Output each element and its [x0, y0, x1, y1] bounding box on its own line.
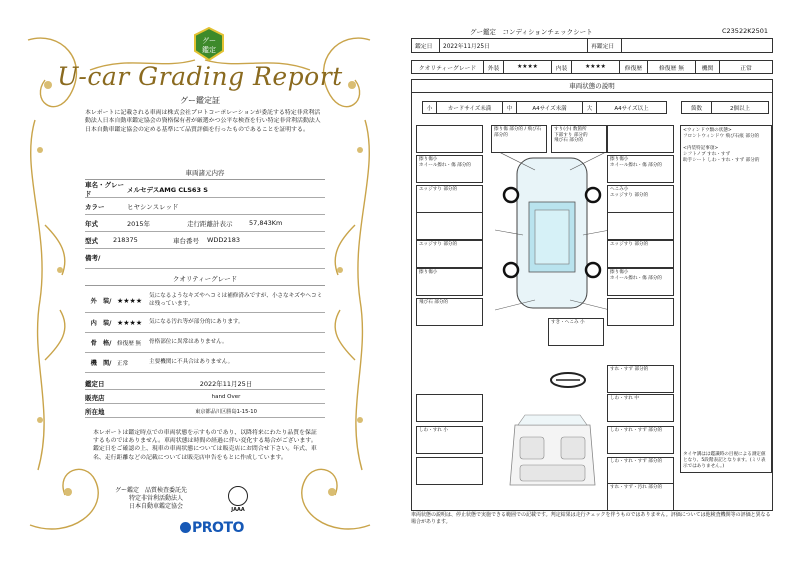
quality-value: ★★★★ [572, 61, 620, 73]
report-subtitle: グー鑑定証 [180, 96, 220, 105]
explain-heading: 車両状態の説明 [411, 79, 773, 93]
damage-box: へこみ小 エッジすり 部分的 [607, 185, 674, 213]
field-value: 2015年 [127, 219, 151, 228]
field-value: 東京都品川区勝島1-15-10 [195, 408, 257, 415]
field-color [85, 198, 325, 215]
grade-label: 骨 格/ [90, 340, 112, 347]
field-label: 車名・グレード [85, 181, 124, 198]
grade-description: 気になるようなキズやヘコミは補修済みですが、小さなキズやヘコミは残っています。 [149, 293, 323, 307]
sheet-title: グー鑑定 コンディションチェックシート [470, 28, 593, 36]
damage-box: しわ・すれ・すず 部分的 [607, 426, 674, 454]
damage-box [607, 298, 674, 326]
field-dealer [85, 391, 325, 404]
field-value: 57,843Km [249, 219, 283, 227]
grade-section-heading: クオリティーグレード [85, 274, 325, 286]
organization-block [115, 487, 225, 511]
quality-value: 修復歴 無 [648, 61, 696, 73]
grade-value: ★★★★ [117, 296, 143, 305]
damage-box: すり(小) 数箇所 下部すり 部分的 飛び石 部分的 [551, 125, 607, 153]
damage-box [607, 212, 674, 240]
badge-text-1: グー [202, 37, 216, 45]
damage-box [416, 212, 483, 240]
damage-box: 飛び石 部分的 [416, 298, 483, 326]
field-value: 218375 [113, 236, 138, 244]
field-label: 所在地 [85, 407, 105, 416]
quality-label: 外装 [484, 61, 504, 73]
quality-label: 内装 [552, 61, 572, 73]
wheel-icon [504, 263, 518, 277]
damage-box [416, 394, 483, 422]
badge-text-2: 鑑定 [202, 46, 216, 54]
grade-value: ★★★★ [117, 318, 143, 327]
quality-label: 修復歴 [620, 61, 648, 73]
field-label: 走行距離計表示 [187, 219, 233, 228]
damage-box: すれ・すず・汚れ 部分的 [607, 483, 674, 511]
tire-note-text: タイヤ溝はは鑑識時の目視による測定値となり、5段階表記となります。(ミリ表示ではありません。) [683, 452, 766, 469]
header-value [622, 39, 772, 52]
grade-label: 外 装/ [90, 298, 112, 305]
damage-box: 擦り傷小 [416, 268, 483, 296]
proto-logo [180, 520, 244, 536]
quality-grade-row [411, 60, 773, 74]
field-remarks [85, 249, 325, 269]
interior-diagram [505, 405, 600, 490]
damage-box: すれ・すず 部分的 [607, 365, 674, 393]
car-top-diagram [495, 150, 610, 315]
goo-appraisal-badge-icon [192, 27, 226, 61]
field-value: 2022年11月25日 [199, 379, 253, 388]
damage-box [416, 125, 483, 153]
grade-exterior [85, 289, 325, 313]
damage-box: 擦り傷小 ホイール擦れ・傷 部分的 [607, 268, 674, 296]
damage-box: 擦り傷小 ホイール擦れ・傷 部分的 [416, 155, 483, 183]
quality-label: クオリティーグレード [412, 61, 484, 73]
header-label: 鑑定日 [412, 39, 440, 52]
damage-box [416, 457, 483, 485]
org-line: グー鑑定 品質検査委託先 [115, 487, 188, 494]
size-legend [422, 101, 667, 114]
damage-box: 擦り傷 部分的 / 飛び石 部分的 [491, 125, 547, 153]
jaaa-logo-icon [228, 486, 248, 506]
sheet-header-table [411, 38, 773, 53]
field-value: ヒヤシンスレッド [127, 202, 179, 211]
size-label: 小 [423, 102, 437, 113]
field-label: 鑑定日 [85, 379, 105, 388]
damage-box [607, 125, 674, 153]
damage-box: エッジすり 部分的 [607, 240, 674, 268]
special-notes-panel [680, 125, 772, 473]
field-label: 型式 [85, 236, 98, 245]
field-value: hand Over [211, 394, 241, 400]
field-value: メルセデスAMG CLS63 S [127, 185, 208, 194]
damage-box: しわ・すれ 中 [607, 394, 674, 422]
grade-label: 機 関/ [90, 360, 112, 367]
count-legend [681, 101, 769, 114]
wheel-icon [586, 263, 600, 277]
quality-value: ★★★★ [504, 61, 552, 73]
field-value: WDD2183 [207, 236, 240, 244]
header-label: 再鑑定日 [588, 39, 622, 52]
jaaa-label: JAAA [231, 507, 245, 513]
damage-box: 擦り傷小 ホイール擦れ・傷 部分的 [607, 155, 674, 183]
grade-engine [85, 353, 325, 373]
quality-value: 正常 [740, 65, 752, 72]
field-model [85, 181, 325, 198]
damage-box: しわ・すれ・すず 部分的 [607, 457, 674, 485]
field-label: 備考/ [85, 254, 101, 262]
size-label: 中 [503, 102, 517, 113]
damage-box: すき・へこみ 小 [548, 318, 604, 346]
certificate-intro: 本レポートに記載される車両は株式会社プロトコーポレーションが委託する特定非営利活動法人日本自動車鑑定協会の資格保有者が厳選かつ公平な検査を行い特定非営利活動法人日本自動車鑑定協会の定める基準にて品質評価を行ったものであることを証明する。 [85, 110, 321, 133]
grade-description: 主要機関に不具合はありません。 [149, 358, 234, 365]
damage-box: しわ・すれ 小 [416, 426, 483, 454]
field-address [85, 405, 325, 418]
grade-description: 気になる汚れ等が部分的にあります。 [149, 318, 244, 325]
sheet-footer-note: 車両状態の説明は、停止状態で実施できる範囲での記載です。判定結果は走行チェックを伴うものではありません。評価については他検査機関等の評価と異なる場合があります。 [411, 512, 771, 525]
size-value: A4サイズ以上 [614, 105, 649, 112]
certificate-notice: 本レポートは鑑定時点での車両状態を示すものであり、以降将来にわたり品質を保証するものではありません。車両状態は時間の経過に伴い変化する場合がございます。鑑定日をご確認の上、現車の車両状態については販売店にお問合せ下さい。年式、車名、走行距離などの記載については販売店申告をもとに作成しています。 [93, 430, 317, 461]
size-value: カードサイズ未満 [437, 102, 503, 113]
quality-label: 機関 [696, 61, 720, 73]
field-type-chassis [85, 232, 325, 249]
proto-logo-text: PROTO [192, 520, 244, 536]
field-label: カラー [85, 202, 105, 211]
size-label: 大 [583, 102, 597, 113]
field-label: 販売店 [85, 393, 105, 402]
grade-interior [85, 313, 325, 333]
damage-box: エッジすり 部分的 [416, 240, 483, 268]
report-title: U-car Grading Report [57, 62, 343, 91]
size-value: A4サイズ未満 [517, 102, 583, 113]
field-appraisal-date [85, 377, 325, 390]
org-line: 日本自動車鑑定協会 [129, 503, 184, 510]
org-line: 特定非営利活動法人 [129, 495, 184, 502]
wheel-icon [586, 188, 600, 202]
count-label: 箇数 [682, 102, 712, 113]
steering-wheel-icon [548, 370, 588, 390]
wheel-icon [504, 188, 518, 202]
vehicle-section-heading: 車両諸元内容 [85, 168, 325, 180]
field-label: 年式 [85, 219, 98, 228]
count-value: 2個以上 [730, 105, 750, 112]
grade-value: 修復歴 無 [117, 340, 142, 347]
field-label: 車台番号 [173, 236, 199, 245]
header-value: 2022年11月25日 [440, 39, 588, 52]
damage-box: エッジすり 部分的 [416, 185, 483, 213]
special-notes-text: <ウィンドウ類の状態> フロントウィンドウ 飛び石痕 部分的 <内装特記事項> シフトノブ すれ・すず 助手シート しわ・すれ・すず 部分的 [683, 128, 760, 163]
sheet-code: C23522K2501 [722, 27, 769, 35]
field-year-mileage [85, 215, 325, 232]
grade-label: 内 装/ [90, 320, 112, 327]
grade-description: 骨格部位に異常はありません。 [149, 338, 228, 345]
grade-frame [85, 333, 325, 353]
grade-value: 正常 [117, 360, 129, 367]
